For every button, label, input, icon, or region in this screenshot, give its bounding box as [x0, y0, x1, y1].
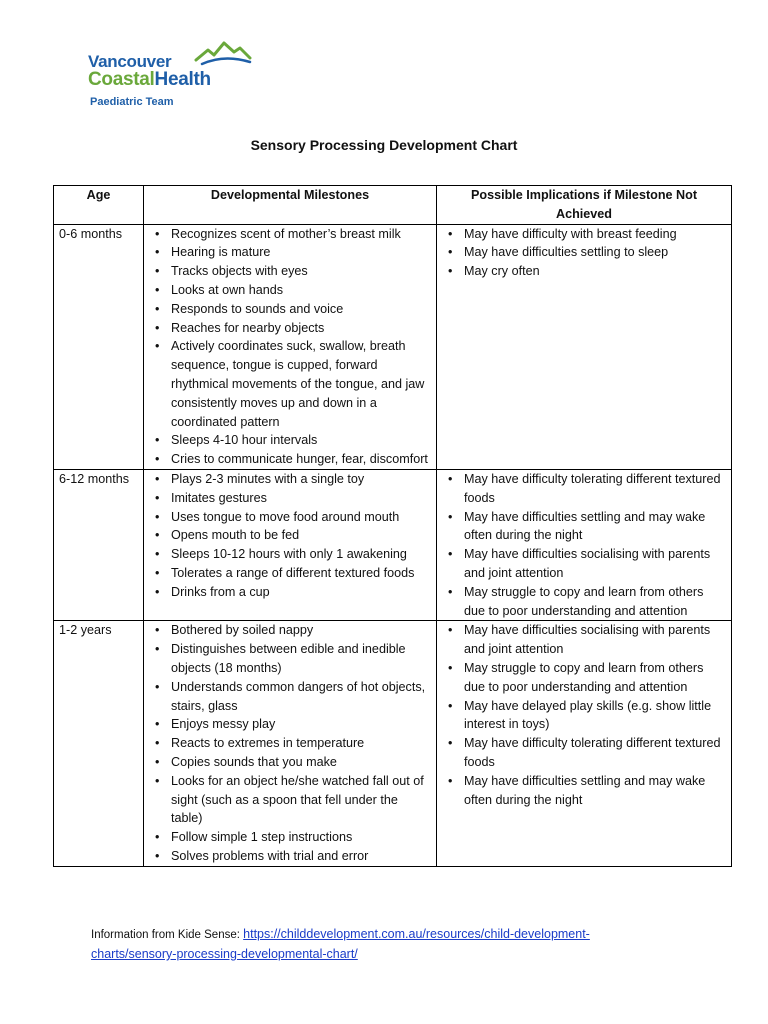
logo-word-coastal: Coastal: [88, 69, 155, 90]
list-item: • Copies sounds that you make: [171, 753, 431, 772]
list-item: • May have difficulty tolerating different textured foods: [464, 470, 726, 508]
source-link[interactable]: https://childdevelopment.com.au/resources/child-development-charts/sensory-processing-developmental-chart/: [91, 927, 590, 961]
list-item: • May have difficulties socialising with parents and joint attention: [464, 621, 726, 659]
mountain-logo-icon: [194, 40, 252, 66]
list-item: • Sleeps 10-12 hours with only 1 awakening: [171, 545, 431, 564]
list-item: • Drinks from a cup: [171, 583, 431, 602]
list-item: • Uses tongue to move food around mouth: [171, 508, 431, 527]
table-row: [54, 621, 732, 866]
table-row: [54, 469, 732, 620]
table-row: [54, 224, 732, 469]
logo-word-coastal-health: [88, 70, 211, 89]
source-prefix: Information from Kide Sense:: [91, 929, 244, 941]
header-implications: Possible Implications if Milestone Not Achieved: [437, 186, 732, 225]
list-item: • Distinguishes between edible and inedible objects (18 months): [171, 640, 431, 678]
list-item: • Reacts to extremes in temperature: [171, 734, 431, 753]
list-item: • Sleeps 4-10 hour intervals: [171, 431, 431, 450]
age-cell: 6-12 months: [54, 469, 144, 620]
list-item: • Enjoys messy play: [171, 715, 431, 734]
list-item: • Solves problems with trial and error: [171, 847, 431, 866]
list-item: • May have difficulties socialising with parents and joint attention: [464, 545, 726, 583]
milestones-cell: [144, 621, 437, 866]
milestones-cell: [144, 224, 437, 469]
list-item: • Actively coordinates suck, swallow, breath sequence, tongue is cupped, forward rhythmical movements of the tongue, and jaw consistently moves up and down in a coordinated pattern: [171, 337, 431, 431]
header-milestones: Developmental Milestones: [144, 186, 437, 225]
list-item: • Reaches for nearby objects: [171, 319, 431, 338]
list-item: • May have difficulties settling to sleep: [464, 243, 726, 262]
list-item: • May have difficulty with breast feeding: [464, 225, 726, 244]
list-item: • Looks for an object he/she watched fall out of sight (such as a spoon that fell under the table): [171, 772, 431, 828]
sensory-development-table: [53, 185, 732, 867]
list-item: • Hearing is mature: [171, 243, 431, 262]
list-item: • Understands common dangers of hot objects, stairs, glass: [171, 678, 431, 716]
list-item: • Plays 2-3 minutes with a single toy: [171, 470, 431, 489]
logo-word-health: Health: [154, 69, 211, 90]
page-title: Sensory Processing Development Chart: [250, 137, 518, 153]
list-item: • May struggle to copy and learn from others due to poor understanding and attention: [464, 659, 726, 697]
implications-list: [442, 225, 726, 281]
implications-list: [442, 470, 726, 620]
list-item: • Recognizes scent of mother’s breast milk: [171, 225, 431, 244]
list-item: • Imitates gestures: [171, 489, 431, 508]
list-item: • May cry often: [464, 262, 726, 281]
milestones-list: [149, 621, 431, 865]
list-item: • May have difficulty tolerating different textured foods: [464, 734, 726, 772]
milestones-list: [149, 470, 431, 602]
list-item: • May have difficulties settling and may wake often during the night: [464, 772, 726, 810]
list-item: • Tolerates a range of different textured foods: [171, 564, 431, 583]
list-item: • Bothered by soiled nappy: [171, 621, 431, 640]
list-item: • May have difficulties settling and may wake often during the night: [464, 508, 726, 546]
logo-team-label: Paediatric Team: [90, 96, 174, 108]
table-header-row: [54, 186, 732, 225]
logo-word-vancouver: Vancouver: [88, 52, 172, 71]
implications-cell: [437, 621, 732, 866]
milestones-cell: [144, 469, 437, 620]
list-item: • Looks at own hands: [171, 281, 431, 300]
implications-cell: [437, 469, 732, 620]
list-item: • May have delayed play skills (e.g. show little interest in toys): [464, 697, 726, 735]
age-cell: 1-2 years: [54, 621, 144, 866]
milestones-list: [149, 225, 431, 469]
source-note: [91, 925, 651, 965]
vch-logo: [88, 40, 258, 115]
list-item: • Responds to sounds and voice: [171, 300, 431, 319]
list-item: • May struggle to copy and learn from others due to poor understanding and attention: [464, 583, 726, 621]
header-age: Age: [54, 186, 144, 225]
implications-list: [442, 621, 726, 809]
list-item: • Tracks objects with eyes: [171, 262, 431, 281]
implications-cell: [437, 224, 732, 469]
list-item: • Opens mouth to be fed: [171, 526, 431, 545]
age-cell: 0-6 months: [54, 224, 144, 469]
list-item: • Cries to communicate hunger, fear, discomfort: [171, 450, 431, 469]
list-item: • Follow simple 1 step instructions: [171, 828, 431, 847]
